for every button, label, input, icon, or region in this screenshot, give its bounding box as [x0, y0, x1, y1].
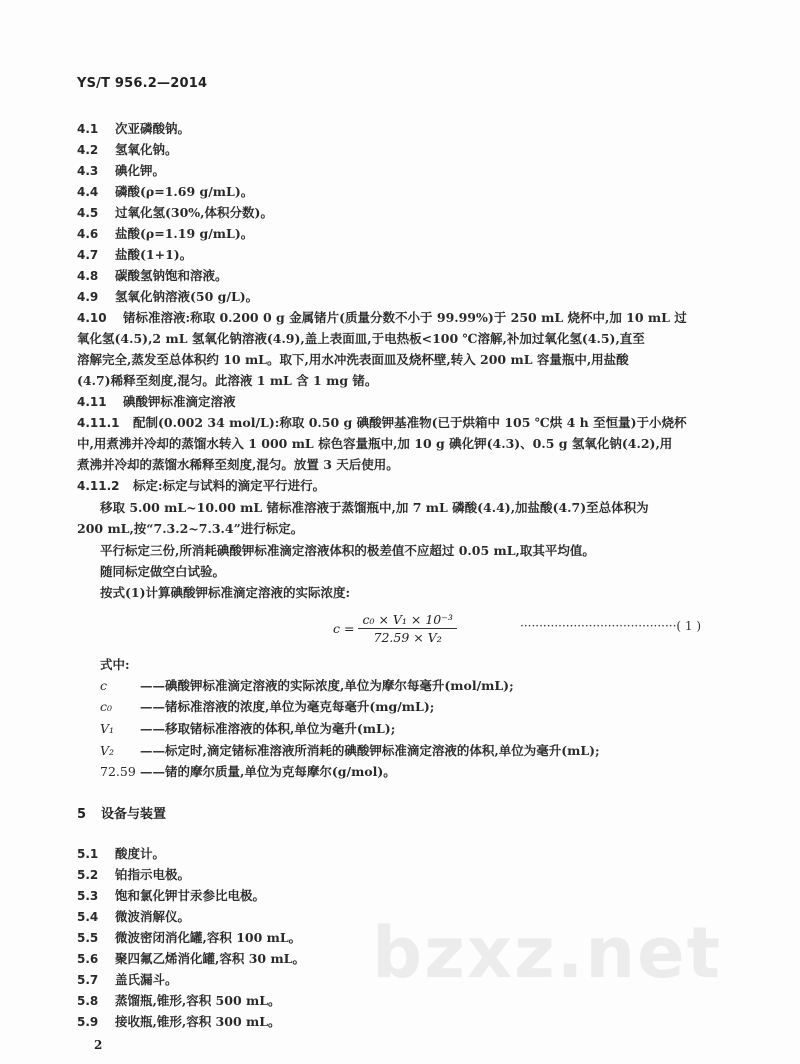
paragraph-line: 200 mL,按“7.3.2~7.3.4”进行标定。 — [77, 521, 304, 536]
formula-denominator: 72.59 × V₂ — [373, 630, 442, 645]
reagent-item: 4.7 盐酸(1+1)。 — [77, 247, 193, 262]
paragraph-line: 中,用煮沸并冷却的蒸馏水转入 1 000 mL 棕色容量瓶中,加 10 g 碘化钾(4.3)、0.5 g 氢氧化钠(4.2),用 — [77, 436, 673, 451]
variable-definition: 72.59 ——锗的摩尔质量,单位为克每摩尔(g/mol)。 — [100, 764, 396, 779]
equipment-item: 5.6 聚四氟乙烯消化罐,容积 30 mL。 — [77, 951, 305, 966]
equipment-item: 5.9 接收瓶,锥形,容积 300 mL。 — [77, 1014, 281, 1029]
reagent-item: 4.6 盐酸(ρ=1.19 g/mL)。 — [77, 226, 254, 241]
concentration-formula — [333, 612, 457, 645]
paragraph-line: (4.7)稀释至刻度,混匀。此溶液 1 mL 含 1 mg 锗。 — [77, 373, 378, 388]
variable-definition: c ——碘酸钾标准滴定溶液的实际浓度,单位为摩尔每毫升(mol/mL); — [100, 678, 514, 693]
formula-lhs: c = — [333, 621, 355, 636]
paragraph-line: 移取 5.00 mL~10.00 mL 锗标准溶液于蒸馏瓶中,加 7 mL 磷酸(4.4),加盐酸(4.7)至总体积为 — [100, 500, 649, 515]
reagent-item: 4.3 碘化钾。 — [77, 163, 166, 178]
equipment-item: 5.5 微波密闭消化罐,容积 100 mL。 — [77, 930, 302, 945]
watermark: bzxz.net — [372, 912, 723, 994]
equipment-item: 5.1 酸度计。 — [77, 846, 166, 861]
reagent-item: 4.5 过氧化氢(30%,体积分数)。 — [77, 205, 273, 220]
subsection-heading: 4.11 碘酸钾标准滴定溶液 — [77, 394, 236, 409]
paragraph-line: 煮沸并冷却的蒸馏水稀释至刻度,混匀。放置 3 天后使用。 — [77, 457, 399, 472]
where-label: 式中: — [100, 657, 130, 672]
formula-fraction — [358, 612, 456, 645]
equation-number: ·········································( 1 ) — [520, 619, 702, 633]
formula-numerator: c₀ × V₁ × 10⁻³ — [358, 612, 456, 629]
variable-definition: V₂ ——标定时,滴定锗标准溶液所消耗的碘酸钾标准滴定溶液的体积,单位为毫升(mL); — [100, 743, 600, 758]
section-heading-equipment: 5 设备与装置 — [77, 807, 167, 822]
reagent-item: 4.1 次亚磷酸钠。 — [77, 121, 191, 136]
paragraph-line: 按式(1)计算碘酸钾标准滴定溶液的实际浓度: — [100, 585, 351, 600]
equipment-item: 5.7 盖氏漏斗。 — [77, 972, 178, 987]
equipment-item: 5.4 微波消解仪。 — [77, 909, 191, 924]
standard-code-header: YS/T 956.2—2014 — [77, 76, 208, 91]
paragraph-line: 氧化氢(4.5),2 mL 氢氧化钠溶液(4.9),盖上表面皿,于电热板<100 ℃溶解,补加过氧化氢(4.5),直至 — [77, 331, 645, 346]
equipment-item: 5.2 铂指示电极。 — [77, 867, 191, 882]
page-number: 2 — [94, 1038, 103, 1052]
reagent-item: 4.8 碳酸氢钠饱和溶液。 — [77, 268, 228, 283]
calibration-heading: 4.11.2 标定:标定与试料的滴定平行进行。 — [77, 478, 326, 493]
paragraph-line: 溶解完全,蒸发至总体积约 10 mL。取下,用水冲洗表面皿及烧杯壁,转入 200 mL 容量瓶中,用盐酸 — [77, 352, 629, 367]
equipment-item: 5.8 蒸馏瓶,锥形,容积 500 mL。 — [77, 993, 281, 1008]
equipment-item: 5.3 饱和氯化钾甘汞参比电极。 — [77, 888, 266, 903]
paragraph-line: 平行标定三份,所消耗碘酸钾标准滴定溶液体积的极差值不应超过 0.05 mL,取其平均值。 — [100, 543, 595, 558]
reagent-item: 4.4 磷酸(ρ=1.69 g/mL)。 — [77, 184, 254, 199]
germanium-standard-solution: 4.10 锗标准溶液:称取 0.200 0 g 金属锗片(质量分数不小于 99.99%)于 250 mL 烧杯中,加 10 mL 过 — [77, 310, 687, 325]
preparation-paragraph: 4.11.1 配制(0.002 34 mol/L):称取 0.50 g 碘酸钾基准物(已于烘箱中 105 ℃烘 4 h 至恒量)于小烧杯 — [77, 415, 687, 430]
variable-definition: c₀ ——锗标准溶液的浓度,单位为毫克每毫升(mg/mL); — [100, 699, 435, 714]
reagent-item: 4.2 氢氧化钠。 — [77, 142, 178, 157]
paragraph-line: 随同标定做空白试验。 — [100, 564, 226, 579]
reagent-item: 4.9 氢氧化钠溶液(50 g/L)。 — [77, 289, 259, 304]
variable-definition: V₁ ——移取锗标准溶液的体积,单位为毫升(mL); — [100, 721, 396, 736]
